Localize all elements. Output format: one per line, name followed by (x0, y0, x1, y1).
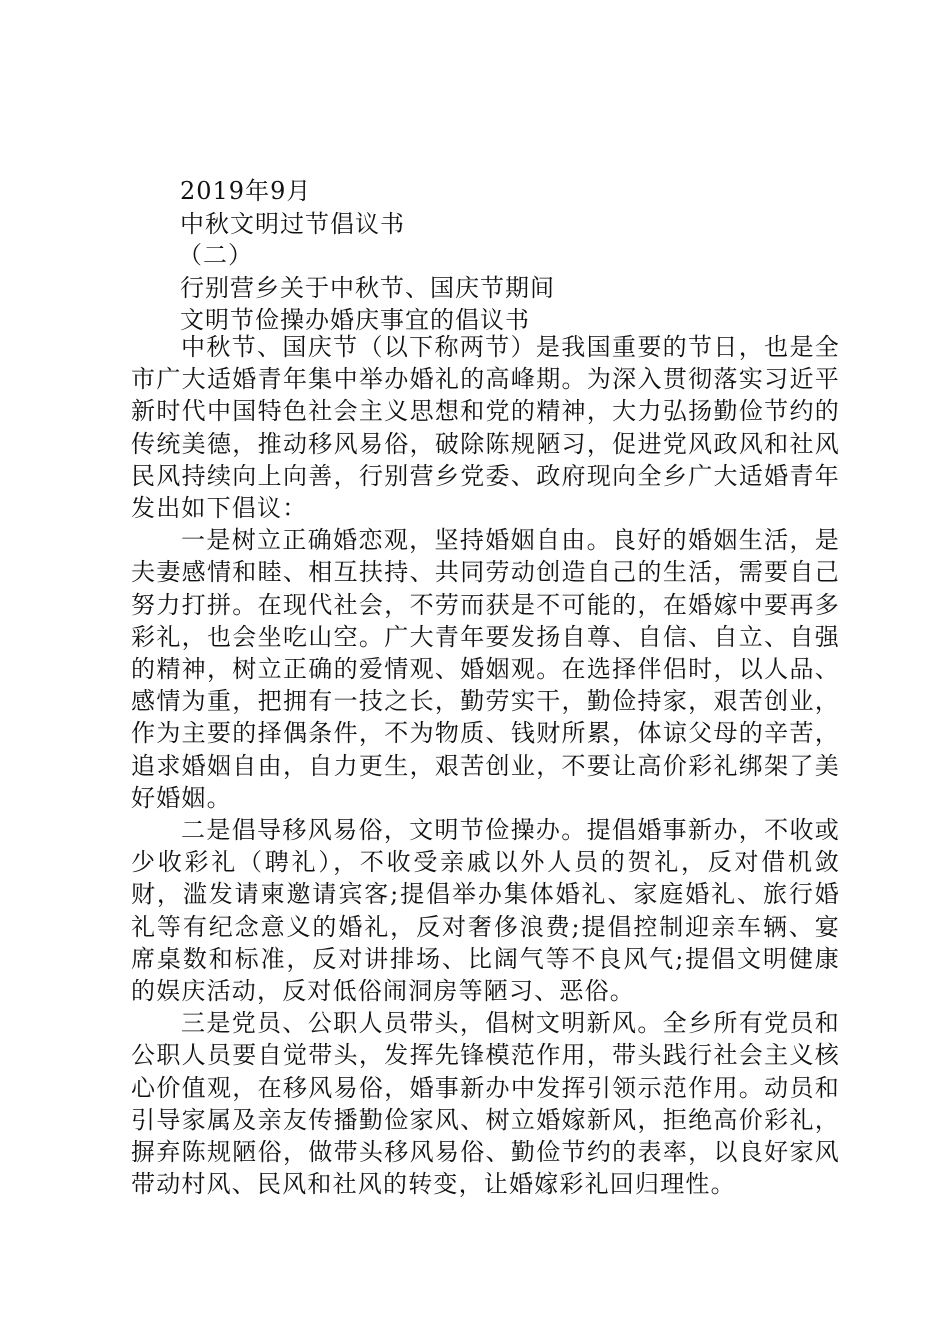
section-number: （二） (178, 241, 253, 269)
paragraph-proposal-1: 一是树立正确婚恋观，坚持婚姻自由。良好的婚姻生活，是夫妻感情和睦、相互扶持、共同劳动创造自己的生活，需要自己努力打拼。在现代社会，不劳而获是不可能的，在婚嫁中要再多彩礼，也会坐吃山空。广大青年要发扬自尊、自信、自立、自强的精神，树立正确的爱情观、婚姻观。在选择伴侣时，以人品、感情为重，把拥有一技之长，勤劳实干，勤俭持家，艰苦创业，作为主要的择偶条件，不为物质、钱财所累，体谅父母的辛苦，追求婚姻自由，自力更生，艰苦创业，不要让高价彩礼绑架了美好婚姻。 (131, 526, 840, 812)
paragraph-proposal-2: 二是倡导移风易俗，文明节俭操办。提倡婚事新办，不收或少收彩礼（聘礼），不收受亲戚以外人员的贺礼，反对借机敛财，滥发请柬邀请宾客;提倡举办集体婚礼、家庭婚礼、旅行婚礼等有纪念意义的婚礼，反对奢侈浪费;提倡控制迎亲车辆、宴席桌数和标准，反对讲排场、比阔气等不良风气;提倡文明健康的娱庆活动，反对低俗闹洞房等陋习、恶俗。 (131, 816, 840, 1006)
document-date: 2019年9月 (180, 177, 312, 205)
paragraph-intro: 中秋节、国庆节（以下称两节）是我国重要的节日，也是全市广大适婚青年集中举办婚礼的高峰期。为深入贯彻落实习近平新时代中国特色社会主义思想和党的精神，大力弘扬勤俭节约的传统美德，推动移风易俗，破除陈规陋习，促进党风政风和社风民风持续向上向善，行别营乡党委、政府现向全乡广大适婚青年发出如下倡议： (131, 333, 840, 523)
paragraph-proposal-3: 三是党员、公职人员带头，倡树文明新风。全乡所有党员和公职人员要自觉带头，发挥先锋模范作用，带头践行社会主义核心价值观，在移风易俗，婚事新办中发挥引领示范作用。动员和引导家属及亲友传播勤俭家风、树立婚嫁新风，拒绝高价彩礼，摒弃陈规陋俗，做带头移风易俗、勤俭节约的表率，以良好家风带动村风、民风和社风的转变，让婚嫁彩礼回归理性。 (131, 1009, 840, 1199)
proposal-title-line-2: 文明节俭操办婚庆事宜的倡议书 (180, 306, 530, 334)
proposal-title-line-1: 行别营乡关于中秋节、国庆节期间 (180, 274, 555, 302)
document-title: 中秋文明过节倡议书 (180, 210, 405, 238)
document-body (131, 331, 840, 1200)
